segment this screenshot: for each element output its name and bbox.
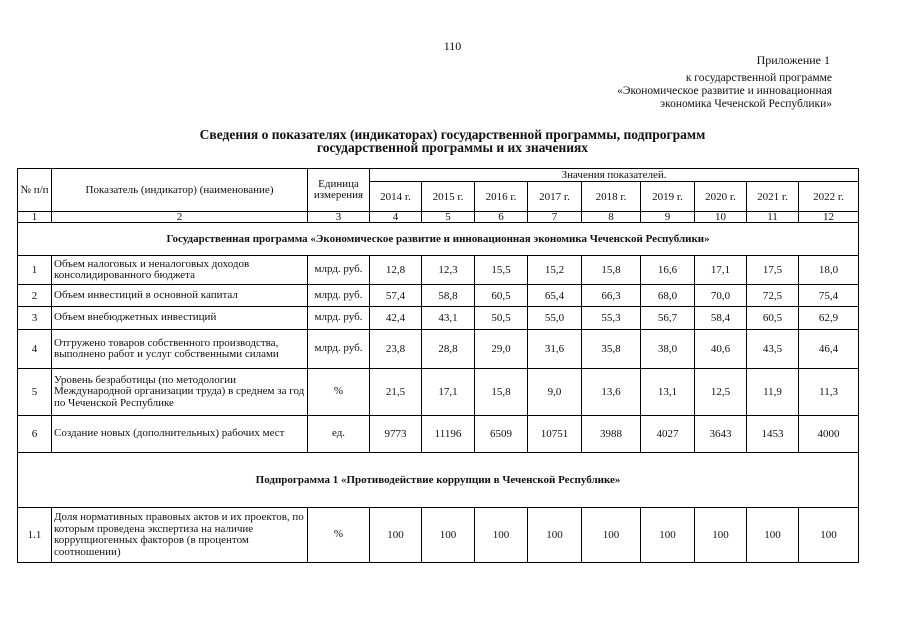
value-cell: 100 [695, 508, 747, 563]
table-row [18, 256, 859, 285]
value-cell: 100 [641, 508, 695, 563]
value-cell: 15,8 [582, 256, 641, 285]
table-row [18, 416, 859, 453]
header-num: № п/п [18, 169, 52, 212]
value-cell: 15,5 [475, 256, 528, 285]
title-line: Сведения о показателях (индикаторах) государственной программы, подпрограмм [199, 127, 706, 142]
value-cell: 58,4 [695, 307, 747, 330]
table-row [18, 330, 859, 369]
value-cell: 1453 [747, 416, 799, 453]
value-cell: 50,5 [475, 307, 528, 330]
header-indicator: Показатель (индикатор) (наименование) [52, 169, 308, 212]
indicator-name: Отгружено товаров собственного производства, выполнено работ и услуг собственными силами [52, 330, 308, 369]
indicators-table [17, 168, 859, 563]
column-number: 2 [52, 212, 308, 223]
value-cell: 43,1 [422, 307, 475, 330]
column-number: 4 [370, 212, 422, 223]
header-values-group: Значения показателей. [370, 169, 859, 182]
value-cell: 100 [370, 508, 422, 563]
value-cell: 46,4 [799, 330, 859, 369]
value-cell: 75,4 [799, 285, 859, 307]
column-number: 3 [308, 212, 370, 223]
indicator-name: Создание новых (дополнительных) рабочих мест [52, 416, 308, 453]
value-cell: 12,5 [695, 369, 747, 416]
indicator-name: Объем инвестиций в основной капитал [52, 285, 308, 307]
value-cell: 68,0 [641, 285, 695, 307]
value-cell: 100 [799, 508, 859, 563]
appendix-line: экономика Чеченской Республики» [660, 98, 832, 110]
value-cell: 60,5 [475, 285, 528, 307]
page-number: 110 [443, 39, 462, 53]
value-cell: 66,3 [582, 285, 641, 307]
value-cell: 21,5 [370, 369, 422, 416]
value-cell: 12,3 [422, 256, 475, 285]
appendix-line: к государственной программе [685, 72, 832, 84]
value-cell: 4000 [799, 416, 859, 453]
value-cell: 18,0 [799, 256, 859, 285]
column-number: 1 [18, 212, 52, 223]
header-year: 2018 г. [582, 182, 641, 212]
value-cell: 100 [422, 508, 475, 563]
column-number: 7 [528, 212, 582, 223]
unit-cell: % [308, 369, 370, 416]
indicator-name: Объем налоговых и неналоговых доходов консолидированного бюджета [52, 256, 308, 285]
value-cell: 13,1 [641, 369, 695, 416]
value-cell: 16,6 [641, 256, 695, 285]
header-year: 2017 г. [528, 182, 582, 212]
header-year: 2021 г. [747, 182, 799, 212]
value-cell: 11196 [422, 416, 475, 453]
column-number: 12 [799, 212, 859, 223]
title-line: государственной программы и их значениях [316, 140, 589, 155]
value-cell: 9773 [370, 416, 422, 453]
value-cell: 100 [582, 508, 641, 563]
value-cell: 9,0 [528, 369, 582, 416]
value-cell: 38,0 [641, 330, 695, 369]
row-number: 2 [18, 285, 52, 307]
indicator-name: Объем внебюджетных инвестиций [52, 307, 308, 330]
table-row [18, 307, 859, 330]
value-cell: 10751 [528, 416, 582, 453]
value-cell: 11,9 [747, 369, 799, 416]
value-cell: 65,4 [528, 285, 582, 307]
section-title: Подпрограмма 1 «Противодействие коррупции в Чеченской Республике» [18, 453, 859, 508]
header-year: 2019 г. [641, 182, 695, 212]
appendix-label: Приложение 1 [756, 53, 830, 67]
row-number: 4 [18, 330, 52, 369]
appendix-line: «Экономическое развитие и инновационная [617, 85, 832, 97]
unit-cell: ед. [308, 416, 370, 453]
value-cell: 15,8 [475, 369, 528, 416]
value-cell: 100 [747, 508, 799, 563]
header-unit: Единица измерения [308, 169, 370, 212]
value-cell: 28,8 [422, 330, 475, 369]
header-year: 2022 г. [799, 182, 859, 212]
header-year: 2014 г. [370, 182, 422, 212]
value-cell: 42,4 [370, 307, 422, 330]
indicator-name: Доля нормативных правовых актов и их проектов, по которым проведена экспертиза на наличие коррупциогенных факторов (в процентом соотношении) [52, 508, 308, 563]
column-number: 6 [475, 212, 528, 223]
row-number: 1 [18, 256, 52, 285]
value-cell: 17,5 [747, 256, 799, 285]
value-cell: 4027 [641, 416, 695, 453]
unit-cell: млрд. руб. [308, 330, 370, 369]
value-cell: 11,3 [799, 369, 859, 416]
document-title [0, 128, 905, 154]
table-row [18, 508, 859, 563]
table-row [18, 285, 859, 307]
table-row [18, 369, 859, 416]
value-cell: 70,0 [695, 285, 747, 307]
column-number: 10 [695, 212, 747, 223]
value-cell: 6509 [475, 416, 528, 453]
row-number: 3 [18, 307, 52, 330]
indicator-name: Уровень безработицы (по методологии Международной организации труда) в среднем за год по Чеченской Республике [52, 369, 308, 416]
value-cell: 55,0 [528, 307, 582, 330]
value-cell: 60,5 [747, 307, 799, 330]
header-year: 2015 г. [422, 182, 475, 212]
unit-cell: % [308, 508, 370, 563]
value-cell: 40,6 [695, 330, 747, 369]
column-number: 5 [422, 212, 475, 223]
value-cell: 23,8 [370, 330, 422, 369]
unit-cell: млрд. руб. [308, 256, 370, 285]
value-cell: 12,8 [370, 256, 422, 285]
value-cell: 31,6 [528, 330, 582, 369]
value-cell: 17,1 [422, 369, 475, 416]
value-cell: 13,6 [582, 369, 641, 416]
value-cell: 72,5 [747, 285, 799, 307]
column-number: 8 [582, 212, 641, 223]
row-number: 6 [18, 416, 52, 453]
unit-cell: млрд. руб. [308, 285, 370, 307]
section-title: Государственная программа «Экономическое развитие и инновационная экономика Чеченской Республики» [18, 223, 859, 256]
value-cell: 15,2 [528, 256, 582, 285]
value-cell: 3643 [695, 416, 747, 453]
column-number: 9 [641, 212, 695, 223]
value-cell: 17,1 [695, 256, 747, 285]
unit-cell: млрд. руб. [308, 307, 370, 330]
value-cell: 100 [528, 508, 582, 563]
header-year: 2020 г. [695, 182, 747, 212]
value-cell: 58,8 [422, 285, 475, 307]
row-number: 5 [18, 369, 52, 416]
value-cell: 55,3 [582, 307, 641, 330]
value-cell: 43,5 [747, 330, 799, 369]
row-number: 1.1 [18, 508, 52, 563]
value-cell: 35,8 [582, 330, 641, 369]
value-cell: 100 [475, 508, 528, 563]
value-cell: 29,0 [475, 330, 528, 369]
header-year: 2016 г. [475, 182, 528, 212]
column-number: 11 [747, 212, 799, 223]
appendix-reference [617, 72, 832, 111]
value-cell: 57,4 [370, 285, 422, 307]
value-cell: 3988 [582, 416, 641, 453]
value-cell: 62,9 [799, 307, 859, 330]
value-cell: 56,7 [641, 307, 695, 330]
